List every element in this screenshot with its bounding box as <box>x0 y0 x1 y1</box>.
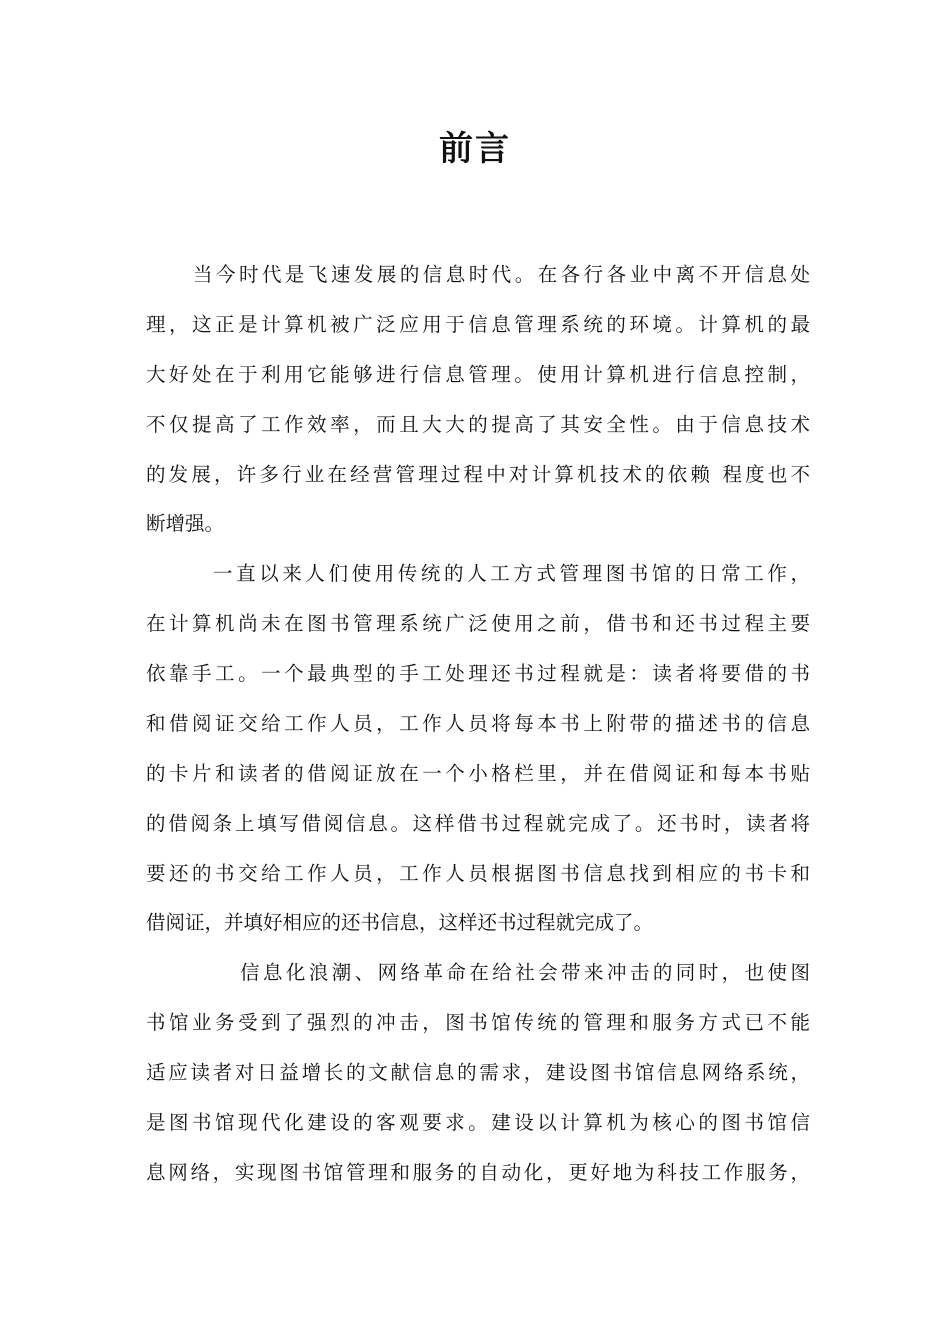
paragraph-3-line-2: 书馆业务受到了强烈的冲击，图书馆传统的管理和服务方式已不能 <box>146 1011 810 1034</box>
paragraph-1-line-4: 不仅提高了工作效率，而且大大的提高了其安全性。由于信息技术 <box>146 413 810 436</box>
paragraph-1-line-3: 大好处在于利用它能够进行信息管理。使用计算机进行信息控制， <box>146 363 810 386</box>
paragraph-2-line-7: 要还的书交给工作人员，工作人员根据图书信息找到相应的书卡和 <box>146 862 810 885</box>
paragraph-2-line-6: 的借阅条上填写借阅信息。这样借书过程就完成了。还书时，读者将 <box>146 812 810 835</box>
paragraph-2-line-2: 在计算机尚未在图书管理系统广泛使用之前，借书和还书过程主要 <box>146 612 810 635</box>
paragraph-3-line-3: 适应读者对日益增长的文献信息的需求，建设图书馆信息网络系统， <box>146 1061 810 1084</box>
paragraph-3-line-5: 息网络，实现图书馆管理和服务的自动化，更好地为科技工作服务， <box>146 1161 810 1184</box>
paragraph-1-line-1: 当今时代是飞速发展的信息时代。在各行各业中离不开信息处 <box>193 263 810 286</box>
paragraph-1-line-2: 理，这正是计算机被广泛应用于信息管理系统的环境。计算机的最 <box>146 313 810 336</box>
paragraph-2-line-8: 借阅证，并填好相应的还书信息，这样还书过程就完成了。 <box>146 911 654 934</box>
paragraph-3-line-1: 信息化浪潮、网络革命在给社会带来冲击的同时，也使图 <box>240 961 810 984</box>
paragraph-2-line-3: 依靠手工。一个最典型的手工处理还书过程就是：读者将要借的书 <box>146 662 810 685</box>
paragraph-1-line-5: 的发展，许多行业在经营管理过程中对计算机技术的依赖 程度也不 <box>146 463 810 486</box>
paragraph-3-line-4: 是图书馆现代化建设的客观要求。建设以计算机为核心的图书馆信 <box>146 1111 810 1134</box>
paragraph-2-line-5: 的卡片和读者的借阅证放在一个小格栏里，并在借阅证和每本书贴 <box>146 762 810 785</box>
page-title: 前言 <box>439 129 511 169</box>
paragraph-1-line-6: 断增强。 <box>146 512 225 535</box>
paragraph-2-line-1: 一直以来人们使用传统的人工方式管理图书馆的日常工作， <box>213 562 810 585</box>
paragraph-2-line-4: 和借阅证交给工作人员，工作人员将每本书上附带的描述书的信息 <box>146 712 810 735</box>
